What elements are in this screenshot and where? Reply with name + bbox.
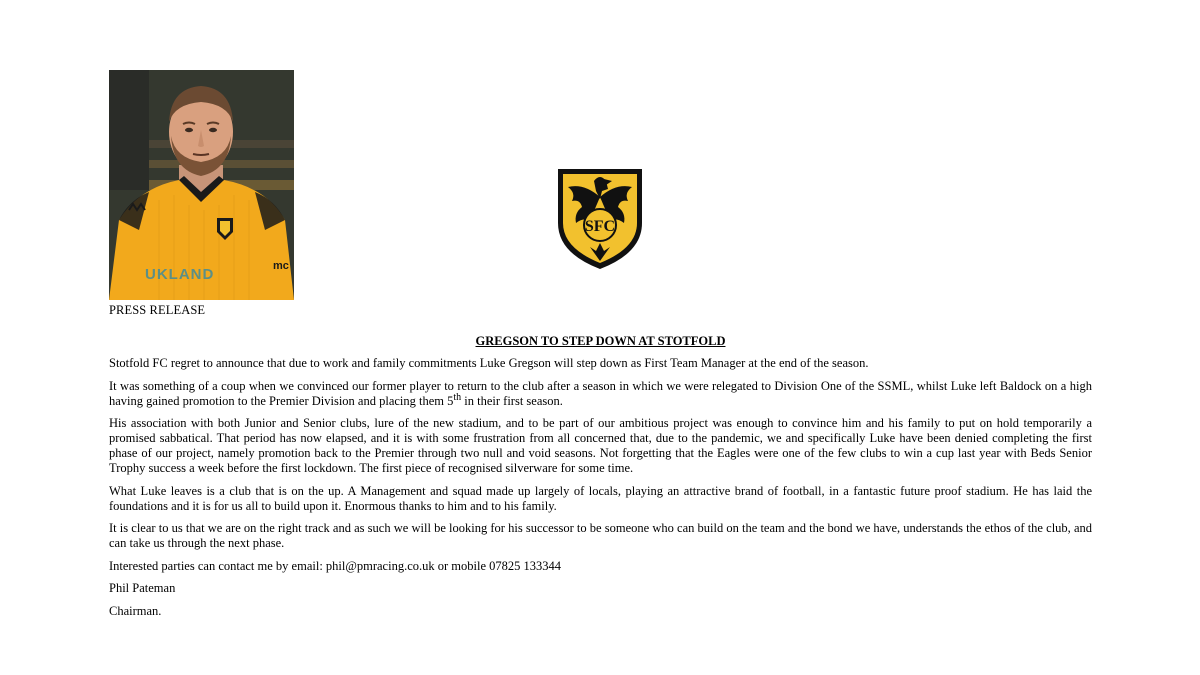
crest-letters: SFC bbox=[584, 218, 616, 235]
paragraph-1: Stotfold FC regret to announce that due to work and family commitments Luke Gregson will step down as First Team Manager at the end of the season. bbox=[109, 356, 869, 370]
paragraph-6-contact: Interested parties can contact me by email: phil@pmracing.co.uk or mobile 07825 133344 bbox=[109, 558, 562, 573]
press-release-body bbox=[109, 356, 1092, 626]
paragraph-5: It is clear to us that we are on the right track and as such we will be looking for his successor to be someone who can build on the team and the bond we have, understands the ethos of the club, and can take us through the next phase. bbox=[109, 521, 1092, 550]
press-release-label: PRESS RELEASE bbox=[109, 303, 206, 317]
paragraph-4: What Luke leaves is a club that is on the up. A Management and squad made up largely of locals, playing an attractive brand of football, in a fantastic future proof stadium. He has laid the foundations and it is for us all to build upon it. Enormous thanks to him and to his family. bbox=[109, 483, 1092, 513]
shirt-brand-text: mc bbox=[273, 260, 289, 272]
signature-role: Chairman. bbox=[109, 603, 162, 618]
paragraph-2 bbox=[109, 379, 1092, 409]
club-crest-logo bbox=[554, 163, 646, 271]
player-photo bbox=[109, 70, 294, 300]
paragraph-3: His association with both Junior and Senior clubs, lure of the new stadium, and to be part of our ambitious project was enough to convince him and his family to put on hold temporarily a promised sabbatical. That period has now elapsed, and it is with some frustration from all concerned that, due to the pandemic, we and specifically Luke have been denied completing the first phase of our project, namely promotion back to the Premier through two null and void seasons. Not forgetting that the Eagles were one of the few clubs to win a cup last year with Beds Senior Trophy success a week before the first lockdown. The first piece of recognised silverware for some time. bbox=[109, 416, 1092, 475]
signature-name: Phil Pateman bbox=[109, 581, 176, 595]
ordinal-suffix: th bbox=[453, 391, 462, 403]
paragraph-2-text: It was something of a coup when we convinced our former player to return to the club after a season in which we were relegated to Division One of the SSML, whilst Luke left Baldock on a high having gained promotion to the Premier Division and placing them 5 bbox=[109, 378, 1092, 408]
paragraph-2-text-end: in their first season. bbox=[461, 393, 563, 408]
headline: GREGSON TO STEP DOWN AT STOTFOLD bbox=[475, 334, 726, 348]
shirt-sponsor-text: UKLAND bbox=[145, 266, 215, 283]
